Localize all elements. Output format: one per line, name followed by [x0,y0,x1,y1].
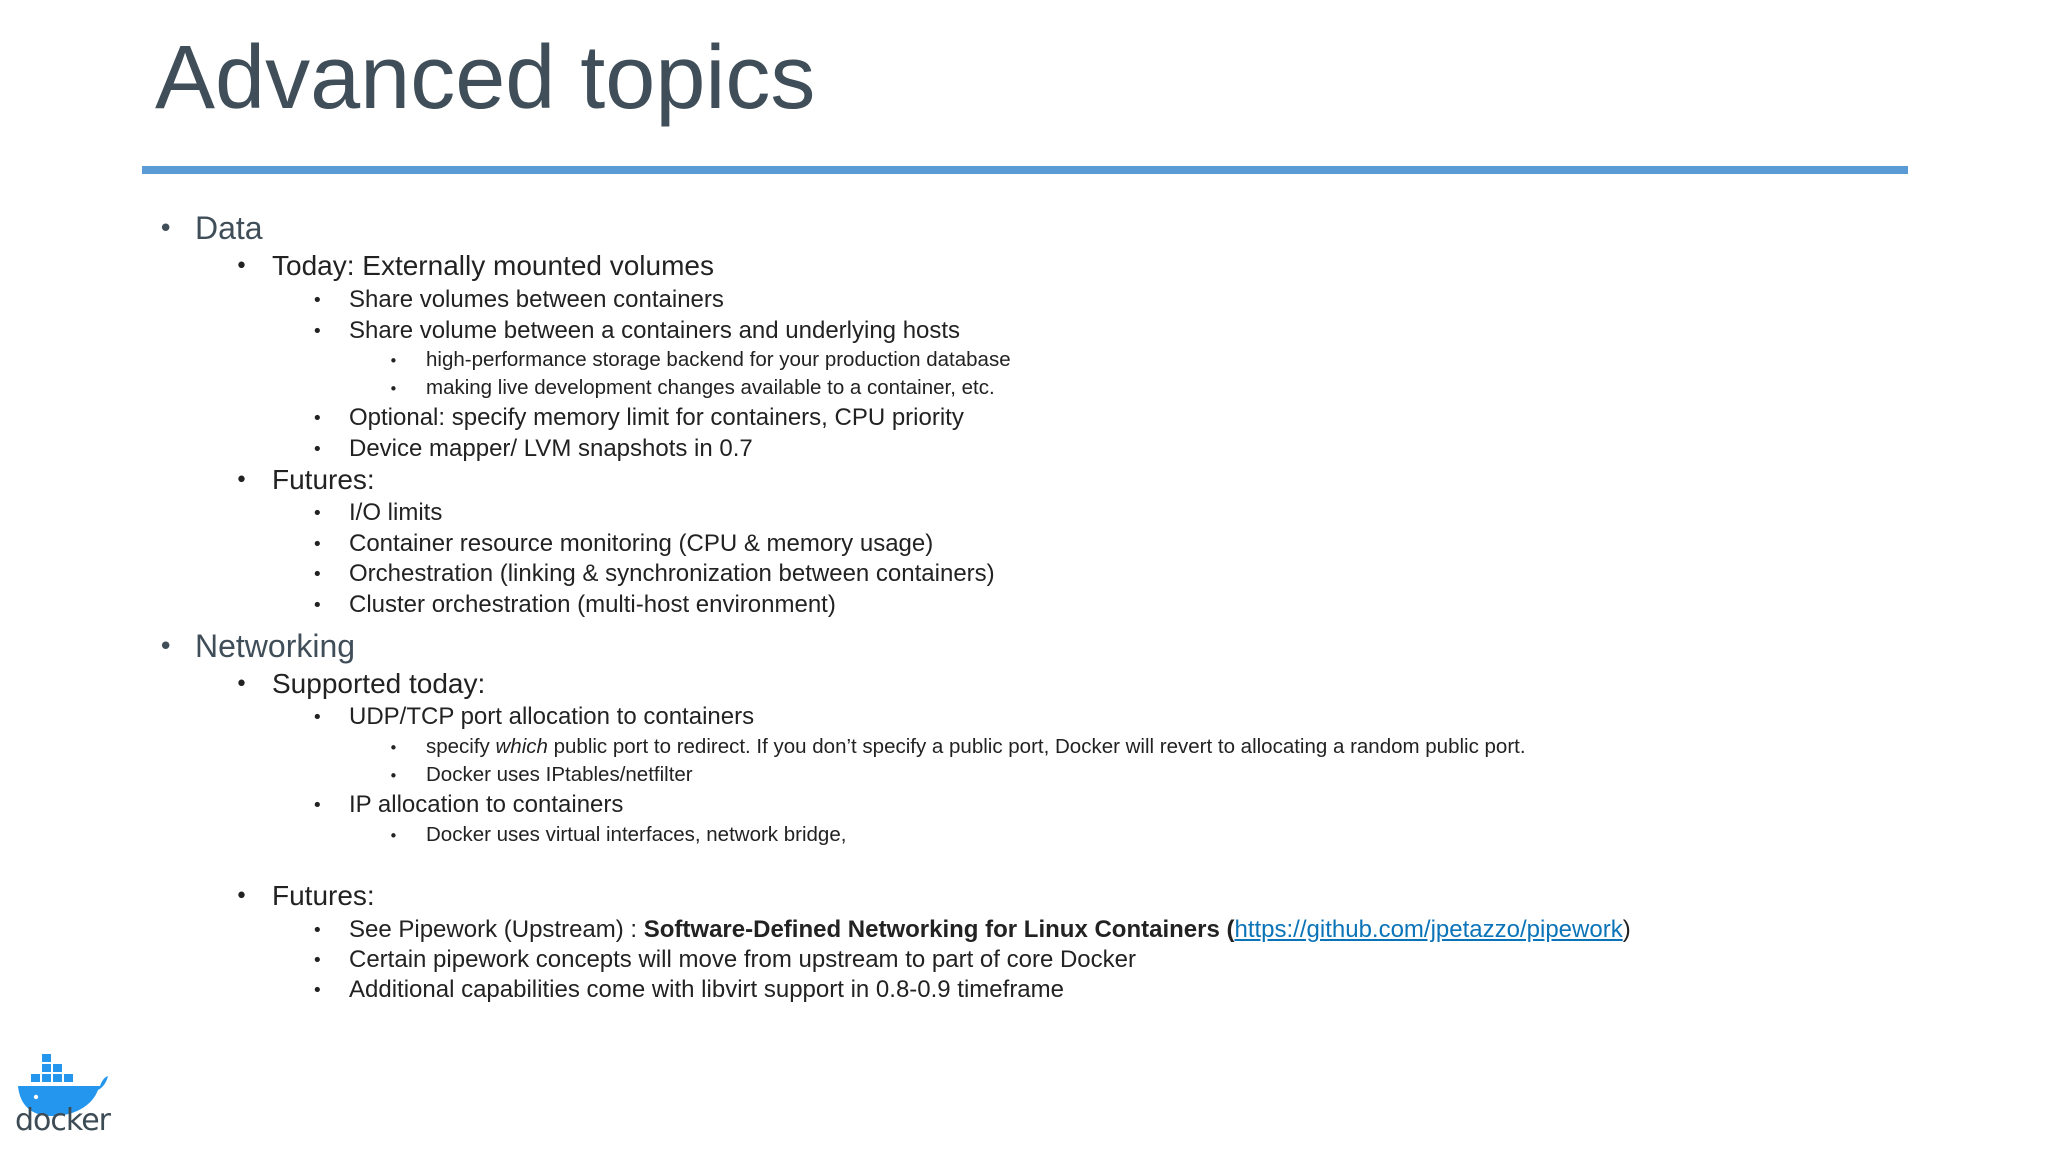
bullet-text: Certain pipework concepts will move from upstream to part of core Docker [349,946,1136,973]
bullet-text: Futures: [272,880,375,911]
bullet-text: Share volumes between containers [349,286,724,313]
specify-post-text: public port to redirect. If you don’t specify a public port, Docker will revert to allocating a random public port. [547,735,1526,758]
bullet-iptables [389,763,693,787]
bullet-marker: • [312,408,323,429]
bullet-pipework-move [312,946,1136,974]
bullet-text: UDP/TCP port allocation to containers [349,703,755,730]
bullet-ip-allocation [312,791,624,819]
pipework-link[interactable]: https://github.com/jpetazzo/pipework [1234,916,1623,943]
bullet-networking [158,628,356,665]
bullet-text: Supported today: [272,668,486,699]
bullet-text: Futures: [272,464,375,495]
bullet-text [349,916,1631,943]
bullet-marker: • [312,795,323,816]
bullet-marker: • [235,468,248,493]
bullet-marker: • [389,827,398,845]
bullet-specify-port [389,735,1526,759]
bullet-data-futures [235,464,375,496]
bullet-optional-memory [312,404,964,432]
bullet-live-dev [389,376,995,400]
bullet-marker: • [235,254,248,279]
bullet-marker: • [158,632,174,662]
bullet-supported-today [235,668,486,700]
pipework-pre-text: See Pipework (Upstream) : [349,916,644,943]
bullet-virtual-interfaces [389,823,847,847]
bullet-marker: • [312,290,323,311]
bullet-text: Docker uses IPtables/netfilter [426,763,693,786]
bullet-share-hosts [312,317,961,345]
bullet-marker: • [312,534,323,555]
bullet-text: I/O limits [349,499,443,526]
bullet-marker: • [312,503,323,524]
bullet-text: Container resource monitoring (CPU & memory usage) [349,530,934,557]
bullet-text: Data [195,210,263,246]
bullet-text: Device mapper/ LVM snapshots in 0.7 [349,435,753,462]
bullet-networking-futures [235,880,375,912]
bullet-marker: • [235,884,248,909]
title-divider [142,166,1908,174]
bullet-text: Optional: specify memory limit for containers, CPU priority [349,404,964,431]
bullet-cluster [312,591,836,619]
bullet-marker: • [312,564,323,585]
bullet-marker: • [312,707,323,728]
bullet-text: Share volume between a containers and underlying hosts [349,317,961,344]
bullet-text: Today: Externally mounted volumes [272,250,714,281]
specify-italic-text: which [495,735,548,758]
bullet-device-mapper [312,435,753,463]
bullet-resource-monitoring [312,530,934,558]
bullet-text: making live development changes available to a container, etc. [426,376,995,399]
specify-pre-text: specify [426,735,496,758]
bullet-data [158,210,263,247]
bullet-libvirt [312,976,1064,1004]
bullet-share-volumes [312,286,724,314]
bullet-text [426,735,1526,758]
bullet-pipework [312,916,1631,944]
bullet-orchestration [312,560,995,588]
bullet-marker: • [312,980,323,1001]
bullet-marker: • [312,920,323,941]
bullet-marker: • [389,380,398,398]
bullet-text: Cluster orchestration (multi-host environment) [349,591,836,618]
docker-logo-text: docker [15,1103,110,1138]
bullet-marker: • [389,739,398,757]
bullet-udp-tcp [312,703,755,731]
bullet-marker: • [389,767,398,785]
bullet-text: Additional capabilities come with libvirt support in 0.8-0.9 timeframe [349,976,1064,1003]
bullet-marker: • [235,672,248,697]
bullet-marker: • [158,214,174,244]
pipework-bold-text: Software-Defined Networking for Linux Containers ( [643,916,1235,943]
bullet-marker: • [312,950,323,971]
bullet-text: Docker uses virtual interfaces, network bridge, [426,823,847,846]
bullet-marker: • [312,321,323,342]
slide-title: Advanced topics [155,28,816,128]
pipework-close-text: ) [1622,916,1631,943]
bullet-marker: • [389,352,398,370]
bullet-high-perf [389,348,1011,372]
bullet-io-limits [312,499,443,527]
bullet-marker: • [312,439,323,460]
bullet-text: IP allocation to containers [349,791,624,818]
bullet-today [235,250,714,282]
bullet-text: Orchestration (linking & synchronization between containers) [349,560,995,587]
bullet-text: high-performance storage backend for your production database [426,348,1011,371]
bullet-text: Networking [195,628,356,664]
bullet-marker: • [312,595,323,616]
